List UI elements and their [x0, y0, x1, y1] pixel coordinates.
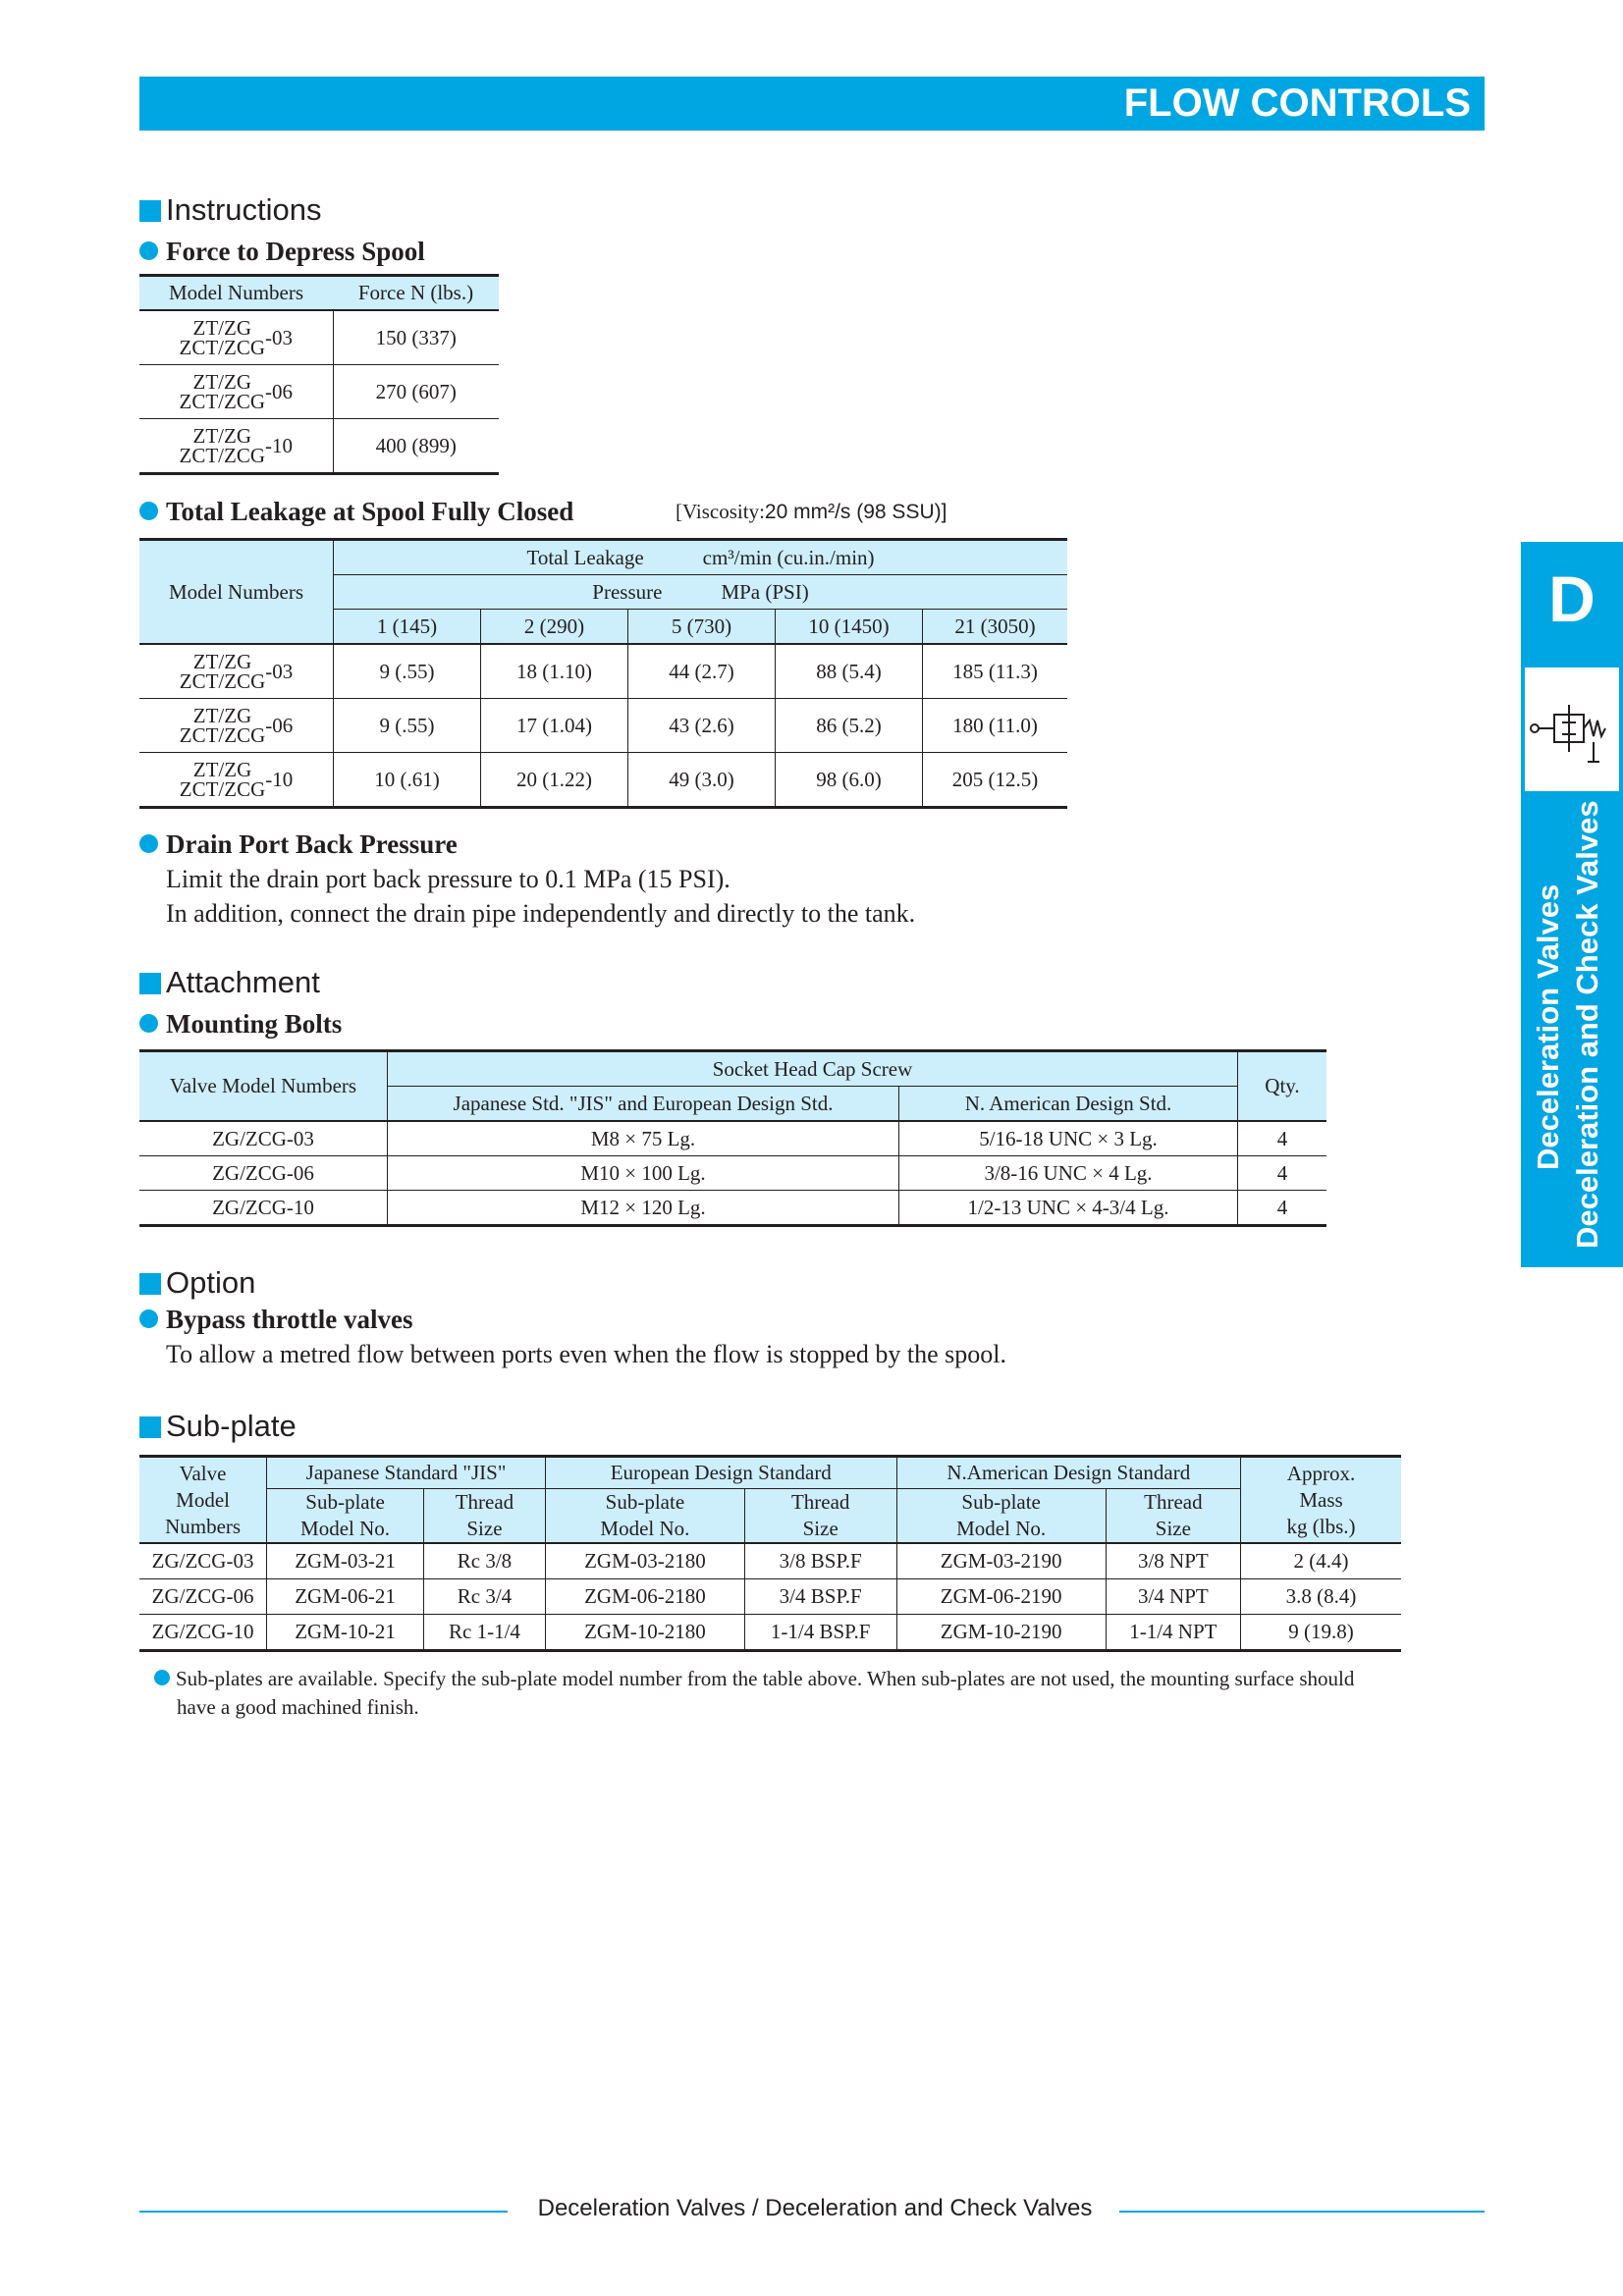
table-header: Sub-plate Model No.	[267, 1489, 424, 1544]
section-heading: Instructions	[166, 192, 322, 227]
model-cell: ZG/ZCG-10	[139, 1191, 388, 1226]
subheading-text: Bypass throttle valves	[166, 1305, 413, 1334]
table-header: Force N (lbs.)	[333, 276, 499, 311]
side-tab-letter: D	[1548, 562, 1596, 635]
valve-symbol-icon	[1525, 667, 1619, 791]
section-heading: Sub-plate	[166, 1409, 297, 1443]
model-cell: ZG/ZCG-10	[139, 1615, 267, 1651]
mass-cell: 2 (4.4)	[1241, 1543, 1401, 1579]
na-subplate-cell: ZGM-10-2190	[896, 1615, 1106, 1651]
na-thread-cell: 1-1/4 NPT	[1106, 1615, 1240, 1651]
qty-cell: 4	[1238, 1121, 1327, 1156]
table-header-row	[139, 1457, 1401, 1489]
subheading-bypass	[139, 1304, 413, 1335]
section-instructions	[139, 192, 322, 228]
table-row	[139, 644, 1067, 699]
pressure-col: 5 (730)	[628, 610, 776, 645]
na-subplate-cell: ZGM-06-2190	[896, 1579, 1106, 1615]
jis-subplate-cell: ZGM-06-21	[267, 1579, 424, 1615]
table-header: N.American Design Standard	[896, 1457, 1240, 1489]
section-square-icon	[139, 1273, 161, 1295]
bullet-dot-icon	[139, 834, 158, 853]
drain-line-1: Limit the drain port back pressure to 0.1 MPa (15 PSI).	[166, 865, 730, 893]
table-row	[139, 1579, 1401, 1615]
jis-cell: M8 × 75 Lg.	[388, 1121, 899, 1156]
table-row	[139, 1615, 1401, 1651]
table-row	[139, 365, 499, 419]
bullet-dot-icon	[139, 502, 158, 520]
table-header: European Design Standard	[545, 1457, 896, 1489]
viscosity-note: [Viscosity:20 mm²/s (98 SSU)]	[676, 500, 947, 523]
force-table	[139, 274, 499, 475]
na-subplate-cell: ZGM-03-2190	[896, 1543, 1106, 1579]
na-cell: 1/2-13 UNC × 4-3/4 Lg.	[899, 1191, 1238, 1226]
leakage-value: 17 (1.04)	[481, 699, 628, 753]
leakage-value: 9 (.55)	[334, 644, 481, 699]
table-row	[139, 1543, 1401, 1579]
bullet-dot-icon	[139, 1014, 158, 1033]
section-square-icon	[139, 973, 161, 994]
table-header: Model Numbers	[139, 540, 334, 645]
eu-subplate-cell: ZGM-03-2180	[545, 1543, 744, 1579]
na-thread-cell: 3/4 NPT	[1106, 1579, 1240, 1615]
model-cell: ZT/ZG ZCT/ZCG -06	[139, 699, 334, 753]
leakage-value: 180 (11.0)	[923, 699, 1068, 753]
na-thread-cell: 3/8 NPT	[1106, 1543, 1240, 1579]
table-header: Valve Model Numbers	[139, 1457, 267, 1544]
model-cell: ZG/ZCG-03	[212, 1126, 314, 1150]
table-header-row	[139, 1051, 1326, 1087]
table-header: Thread Size	[744, 1489, 896, 1544]
leakage-value: 10 (.61)	[334, 753, 481, 808]
section-subplate	[139, 1409, 297, 1444]
table-row	[139, 419, 499, 474]
mass-cell: 9 (19.8)	[1241, 1615, 1401, 1651]
jis-thread-cell: Rc 3/4	[423, 1579, 545, 1615]
section-square-icon	[139, 1416, 161, 1438]
bullet-dot-icon	[154, 1670, 170, 1685]
leakage-value: 205 (12.5)	[923, 753, 1068, 808]
total-leakage-header: Total Leakage cm³/min (cu.in./min)	[334, 540, 1068, 575]
mounting-bolts-table	[139, 1049, 1326, 1227]
eu-subplate-cell: ZGM-06-2180	[545, 1579, 744, 1615]
pressure-col: 10 (1450)	[776, 610, 923, 645]
eu-thread-cell: 3/8 BSP.F	[744, 1543, 896, 1579]
model-cell: ZG/ZCG-03	[151, 1549, 254, 1573]
table-row	[139, 1156, 1326, 1191]
table-row	[139, 699, 1067, 753]
table-header: N. American Design Std.	[899, 1087, 1238, 1122]
bullet-dot-icon	[139, 241, 158, 260]
subheading-text: Mounting Bolts	[166, 1009, 343, 1039]
leakage-value: 9 (.55)	[334, 699, 481, 753]
table-header: Sub-plate Model No.	[545, 1489, 744, 1544]
footer-rule-left	[139, 2211, 508, 2213]
leakage-value: 88 (5.4)	[776, 644, 923, 699]
header-title: FLOW CONTROLS	[1123, 81, 1471, 125]
side-tab	[1521, 542, 1623, 1267]
section-heading: Option	[166, 1265, 256, 1300]
valve-symbol-icon	[1525, 667, 1619, 791]
model-cell: ZT/ZG ZCT/ZCG -06	[139, 365, 333, 419]
leakage-value: 20 (1.22)	[481, 753, 628, 808]
table-header: Thread Size	[1106, 1489, 1240, 1544]
jis-subplate-cell: ZGM-03-21	[267, 1543, 424, 1579]
jis-cell: M12 × 120 Lg.	[388, 1191, 899, 1226]
eu-thread-cell: 3/4 BSP.F	[744, 1579, 896, 1615]
model-cell: ZT/ZG ZCT/ZCG -10	[139, 419, 333, 474]
model-cell: ZG/ZCG-06	[139, 1579, 267, 1615]
table-header-row	[139, 540, 1067, 575]
na-cell: 5/16-18 UNC × 3 Lg.	[899, 1121, 1238, 1156]
qty-cell: 4	[1238, 1191, 1327, 1226]
table-header: Approx. Mass kg (lbs.)	[1241, 1457, 1401, 1544]
subplate-note: Sub-plates are available. Specify the sub-plate model number from the table above. When sub-plates are not used, the mounting surface should have a good machined finish.	[154, 1665, 1411, 1722]
pressure-col: 1 (145)	[334, 610, 481, 645]
subheading-bolts	[139, 1008, 342, 1040]
subplate-table	[139, 1455, 1401, 1652]
force-value: 150 (337)	[333, 310, 499, 365]
table-row	[139, 1121, 1326, 1156]
model-cell: ZT/ZG ZCT/ZCG -03	[139, 310, 333, 365]
table-row	[139, 310, 499, 365]
na-cell: 3/8-16 UNC × 4 Lg.	[899, 1156, 1238, 1191]
leakage-value: 49 (3.0)	[628, 753, 776, 808]
leakage-value: 18 (1.10)	[481, 644, 628, 699]
model-cell: ZT/ZG ZCT/ZCG -03	[139, 644, 334, 699]
table-header: Valve Model Numbers	[139, 1051, 388, 1122]
force-value: 400 (899)	[333, 419, 499, 474]
footer-rule-right	[1119, 2211, 1485, 2213]
side-tab-line-1: Deceleration Valves	[1531, 883, 1565, 1170]
subheading-text: Force to Depress Spool	[166, 237, 425, 266]
leakage-value: 98 (6.0)	[776, 753, 923, 808]
table-header: Socket Head Cap Screw	[388, 1051, 1238, 1087]
table-row	[139, 1191, 1326, 1226]
leakage-table	[139, 538, 1067, 809]
section-option	[139, 1265, 255, 1301]
bypass-text: To allow a metred flow between ports even when the flow is stopped by the spool.	[166, 1340, 1006, 1368]
model-cell: ZT/ZG ZCT/ZCG -10	[139, 753, 334, 808]
table-header: Model Numbers	[139, 276, 333, 311]
eu-subplate-cell: ZGM-10-2180	[545, 1615, 744, 1651]
subheading-force	[139, 236, 425, 267]
subheading-drain	[139, 828, 458, 860]
table-header: Japanese Standard "JIS"	[267, 1457, 546, 1489]
subheading-text: Drain Port Back Pressure	[166, 829, 458, 859]
pressure-header: Pressure MPa (PSI)	[334, 575, 1068, 610]
section-heading: Attachment	[166, 965, 320, 999]
force-value: 270 (607)	[333, 365, 499, 419]
table-header: Thread Size	[423, 1489, 545, 1544]
jis-cell: M10 × 100 Lg.	[388, 1156, 899, 1191]
leakage-value: 86 (5.2)	[776, 699, 923, 753]
qty-cell: 4	[1238, 1156, 1327, 1191]
table-header: Japanese Std. "JIS" and European Design Std.	[388, 1087, 899, 1122]
drain-line-2: In addition, connect the drain pipe independently and directly to the tank.	[166, 899, 916, 928]
table-header-row	[139, 1489, 1401, 1544]
side-tab-line-2: Deceleration and Check Valves	[1570, 800, 1604, 1249]
jis-subplate-cell: ZGM-10-21	[267, 1615, 424, 1651]
jis-thread-cell: Rc 1-1/4	[423, 1615, 545, 1651]
leakage-value: 44 (2.7)	[628, 644, 776, 699]
section-attachment	[139, 965, 320, 1000]
subheading-text: Total Leakage at Spool Fully Closed	[166, 497, 574, 526]
pressure-col: 21 (3050)	[923, 610, 1068, 645]
header-bar	[139, 77, 1485, 131]
footer-text: Deceleration Valves / Deceleration and Check Valves	[537, 2195, 1093, 2221]
table-header: Sub-plate Model No.	[896, 1489, 1106, 1544]
jis-thread-cell: Rc 3/8	[423, 1543, 545, 1579]
table-header: Qty.	[1238, 1051, 1327, 1122]
mass-cell: 3.8 (8.4)	[1241, 1579, 1401, 1615]
table-header-row	[139, 276, 499, 311]
eu-thread-cell: 1-1/4 BSP.F	[744, 1615, 896, 1651]
section-square-icon	[139, 200, 161, 222]
pressure-col: 2 (290)	[481, 610, 628, 645]
model-cell: ZG/ZCG-06	[139, 1156, 388, 1191]
leakage-value: 43 (2.6)	[628, 699, 776, 753]
table-row	[139, 753, 1067, 808]
bullet-dot-icon	[139, 1309, 158, 1328]
subheading-leakage	[139, 496, 573, 527]
leakage-value: 185 (11.3)	[923, 644, 1068, 699]
